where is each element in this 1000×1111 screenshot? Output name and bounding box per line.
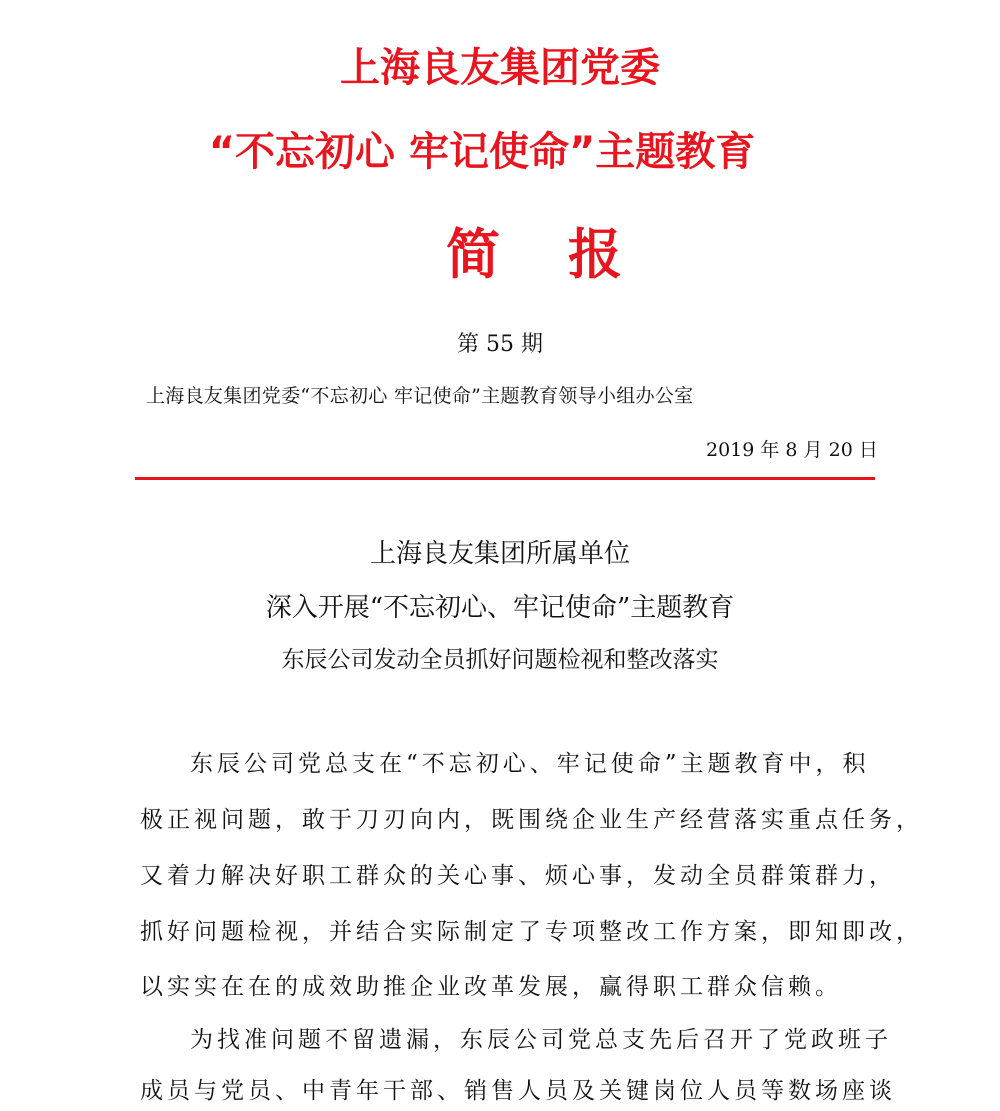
article-subtitle: 东辰公司发动全员抓好问题检视和整改落实 bbox=[281, 647, 719, 673]
paragraph-1-line: 以实实在在的成效助推企业改革发展，赢得职工群众信赖。 bbox=[140, 974, 842, 1000]
paragraph-1-line: 又着力解决好职工群众的关心事、烦心事，发动全员群策群力， bbox=[140, 863, 896, 889]
bulletin-heading: 简报 bbox=[446, 223, 690, 286]
article-title-line-1: 上海良友集团所属单位 bbox=[369, 539, 630, 569]
paragraph-2-line: 成员与党员、中青年干部、销售人员及关键岗位人员等数场座谈 bbox=[140, 1078, 896, 1104]
issue-date: 2019 年 8 月 20 日 bbox=[706, 439, 878, 461]
paragraph-1-line: 抓好问题检视，并结合实际制定了专项整改工作方案，即知即改， bbox=[140, 919, 923, 945]
paragraph-1-line: 极正视问题，敢于刀刃向内，既围绕企业生产经营落实重点任务， bbox=[140, 807, 923, 833]
issuing-office: 上海良友集团党委“不忘初心 牢记使命”主题教育领导小组办公室 bbox=[146, 385, 694, 407]
issue-number: 第 55 期 bbox=[457, 332, 543, 357]
org-heading: 上海良友集团党委 bbox=[340, 45, 660, 91]
paragraph-2-line: 为找准问题不留遗漏，东辰公司党总支先后召开了党政班子 bbox=[190, 1027, 892, 1053]
article-title-line-2: 深入开展“不忘初心、牢记使命”主题教育 bbox=[265, 593, 735, 623]
paragraph-1-line: 东辰公司党总支在“不忘初心、牢记使命”主题教育中，积 bbox=[190, 751, 870, 777]
theme-heading: “不忘初心 牢记使命”主题教育 bbox=[208, 129, 756, 175]
red-divider bbox=[135, 477, 875, 480]
